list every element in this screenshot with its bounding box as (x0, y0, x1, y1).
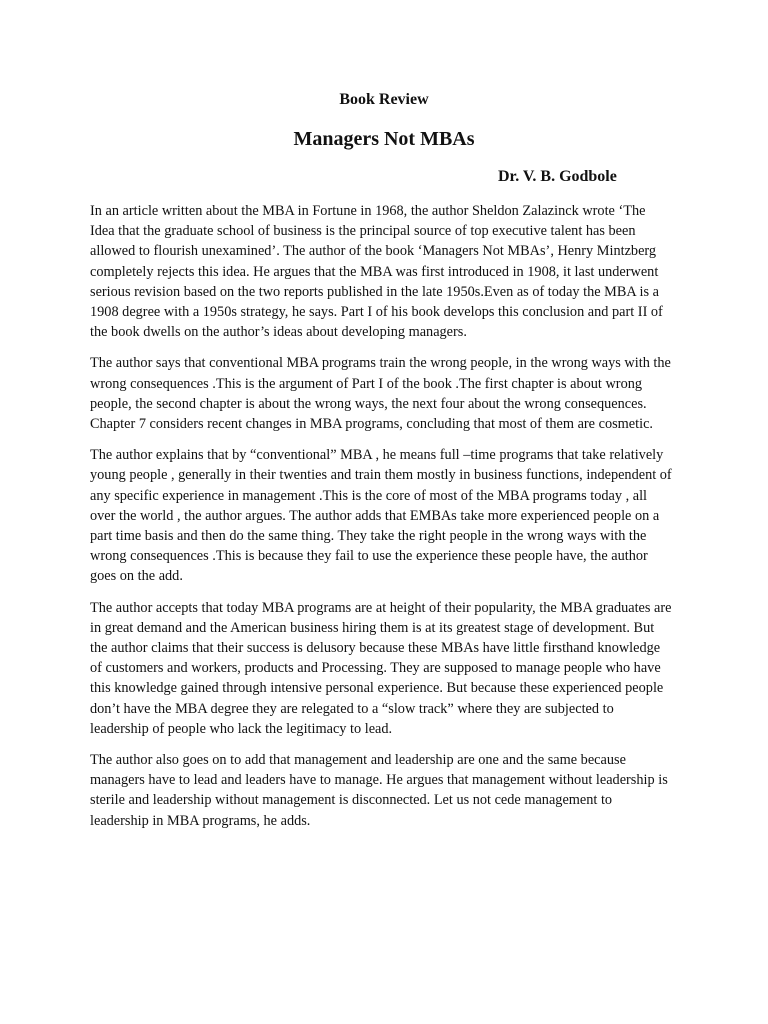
article-body (90, 201, 672, 842)
paragraph: The author accepts that today MBA programs are at height of their popularity, the MBA graduates are in great demand and the American business hiring them is at its greatest stage of development. But the author claims that their success is delusory because these MBAs have little firsthand knowledge of customers and workers, products and Processing. They are supposed to manage people who have this knowledge gained through intensive personal experience. But because these experienced people don’t have the MBA degree they are relegated to a “slow track” where they are subjected to leadership of people who lack the legitimacy to lead. (90, 599, 672, 737)
paragraph: The author says that conventional MBA programs train the wrong people, in the wrong ways with the wrong consequences .This is the argument of Part I of the book .The first chapter is about wrong people, the second chapter is about the wrong ways, the next four about the wrong consequences. Chapter 7 considers recent changes in MBA programs, concluding that most of them are cosmetic. (90, 355, 671, 433)
paragraph: In an article written about the MBA in Fortune in 1968, the author Sheldon Zalazinck wrote ‘The Idea that the graduate school of business is the principal source of top executive talent has been allowed to flourish unexamined’. The author of the book ‘Managers Not MBAs’, Henry Mintzberg completely rejects this idea. He argues that the MBA was first introduced in 1908, it last underwent serious revision based on the two reports published in the late 1950s.Even as of today the MBA is a 1908 degree with a 1950s strategy, he says. Part I of his book develops this conclusion and part II of the book dwells on the author’s ideas about developing managers. (90, 203, 663, 341)
author-name: Dr. V. B. Godbole (498, 168, 617, 185)
page-title: Managers Not MBAs (293, 128, 475, 150)
section-label: Book Review (339, 91, 429, 108)
paragraph: The author explains that by “conventional” MBA , he means full –time programs that take relatively young people , generally in their twenties and train them mostly in business functions, independent of any specific experience in management .This is the core of most of the MBA programs today , all over the world , the author argues. The author adds that EMBAs take more experienced people on a part time basis and then do the same thing. They take the right people in the wrong ways with the wrong consequences .This is because they fail to use the experience these people have, the author goes on the add. (90, 447, 672, 585)
paragraph: The author also goes on to add that management and leadership are one and the same because managers have to lead and leaders have to manage. He argues that management without leadership is sterile and leadership without management is disconnected. Let us not cede management to leadership in MBA programs, he adds. (90, 752, 668, 829)
